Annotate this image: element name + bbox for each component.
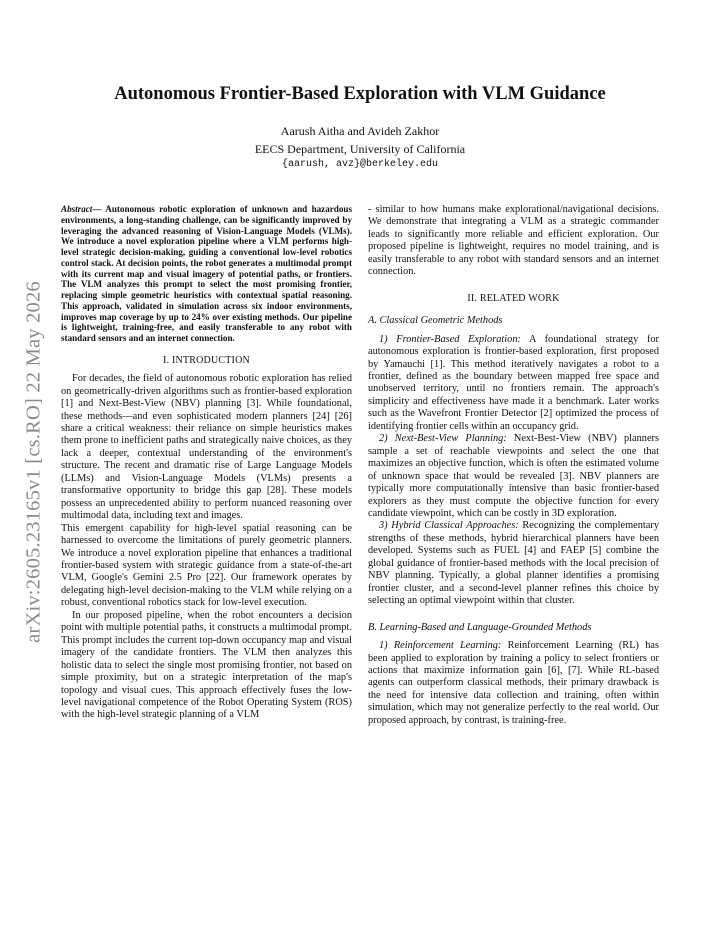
author-email: {aarush, avz}@berkeley.edu — [281, 159, 439, 170]
abstract-label: Abstract — [61, 204, 93, 214]
right-column — [368, 204, 659, 727]
intro-paragraph-3: In our proposed pipeline, when the robot encounters a decision point with multiple potential paths, it constructs a multimodal prompt. This prompt includes the current top-down occupancy map and visual imagery of the candidate frontiers. The VLM then analyzes this holistic data to select the single most promising frontier, not based on simple proximity, but on a strategic interpretation of the map's topology and visual cues. This approach effectively fuses the low-level navigational competence of the Robot Operating System (ROS) with the high-level strategic planning of a VLM — [61, 609, 352, 721]
intro-paragraph-1: For decades, the field of autonomous robotic exploration has relied on geometrically-driven algorithms such as frontier-based exploration [1] and Next-Best-View (NBV) planning [3]. While foundational, these methods—and even sophisticated modern planners [24] [26] share a critical weakness: their reliance on simple heuristics makes them prone to inefficient paths and strategically naive choices, as they lack a deeper, contextual understanding of the environment's structure. The recent and dramatic rise of Large Language Models (LLMs) and Vision-Language Models (VLMs) presents a transformative opportunity to bridge this gap [28]. These models possess an unprecedented ability to perform nuanced reasoning over multimodal data, including text and images. — [61, 373, 352, 522]
paragraph-heading: 1) Frontier-Based Exploration: — [379, 333, 521, 345]
related-paragraph-nbv: 2) Next-Best-View Planning: Next-Best-View (NBV) planners sample a set of reachable viewpoints and select the one that maximizes an objective function, which is often the estimated volume of unknown space that would be revealed [3]. NBV planners are typically more computationally intensive than basic frontier-based explorers as they must compute the objective function for every candidate viewpoint, which can be costly in 3D exploration. — [368, 433, 659, 519]
arxiv-stamp: arXiv:2605.23165v1 [cs.RO] 22 May 2026 — [22, 281, 45, 643]
subsection-heading-learning: B. Learning-Based and Language-Grounded Methods — [368, 621, 592, 633]
author-list: Aarush Aitha and Avideh Zakhor — [280, 124, 440, 138]
related-paragraph-frontier: 1) Frontier-Based Exploration: A foundational strategy for autonomous exploration is frontier-based exploration, first proposed by Yamauchi [1]. This method iteratively navigates a robot to a frontier, defined as the boundary between mapped free space and unobserved territory, until no frontiers remain. The approach's simplicity and effectiveness have made it a benchmark. Later works such as the Wavefront Frontier Detector [2] optimized the process of identifying frontier cells within an occupancy grid. — [368, 333, 659, 432]
affiliation: EECS Department, University of California — [254, 142, 466, 156]
abstract-text: — Autonomous robotic exploration of unknown and hazardous environments, a long-standing challenge, can be significantly improved by leveraging the advanced reasoning of Vision-Language Models (VLMs). We introduce a novel exploration pipeline where a VLM performs high-level strategic decision-making, guiding a conventional low-level robotics control stack. At decision points, the robot generates a multimodal prompt with its current map and visual imagery of potential paths, or frontiers. The VLM analyzes this prompt to select the most promising frontier, replacing simple geometric heuristics with contextual spatial reasoning. This approach, validated in simulation across six indoor environments, improves map coverage by up to 24% over existing methods. Our pipeline is lightweight, training-free, and easily transferable to any robot with standard sensors and an internet connection. — [61, 204, 352, 343]
abstract — [61, 204, 352, 344]
paragraph-heading: 2) Next-Best-View Planning: — [379, 433, 507, 445]
section-heading-introduction: I. INTRODUCTION — [163, 354, 250, 366]
intro-paragraph-4: - similar to how humans make explorational/navigational decisions. We demonstrate that integrating a VLM as a strategic commander leads to significantly more reliable and efficient exploration. Our proposed pipeline is lightweight, requires no model training, and is easily transferable to any robot with standard sensors and an internet connection. — [368, 204, 659, 278]
paragraph-heading: 3) Hybrid Classical Approaches: — [379, 520, 519, 532]
section-heading-related-work: II. RELATED WORK — [467, 292, 560, 304]
left-column — [61, 204, 352, 722]
paper-title: Autonomous Frontier-Based Exploration with VLM Guidance — [114, 84, 606, 104]
intro-paragraph-2: This emergent capability for high-level spatial reasoning can be harnessed to overcome the limitations of purely geometric planners. We introduce a novel exploration pipeline that enhances a traditional frontier-based system with strategic guidance from a state-of-the-art VLM, Google's Gemini 2.5 Pro [22]. Our framework operates by delegating high-level decision-making to the VLM while relying on a robust, conventional robotics stack for low-level execution. — [61, 522, 352, 609]
subsection-heading-classical: A. Classical Geometric Methods — [368, 315, 503, 327]
paragraph-heading: 1) Reinforcement Learning: — [379, 640, 502, 652]
related-paragraph-hybrid: 3) Hybrid Classical Approaches: Recognizing the complementary strengths of these methods, hybrid hierarchical planners have been developed. Systems such as FUEL [4] and FAEP [5] combine the global guidance of frontier-based methods with the local precision of NBV planning. Typically, a global planner identifies a promising frontier cluster, and a second-level planner refines this choice by selecting an optimal viewpoint within that cluster. — [368, 520, 660, 607]
related-paragraph-rl: 1) Reinforcement Learning: Reinforcement Learning (RL) has been applied to exploration by training a policy to select frontiers or actions that maximize information gain [6], [7]. While RL-based agents can outperform classical methods, their primary drawback is the need for intensive data collection and training, often within simulation, which may not generalize perfectly to the real world. Our proposed approach, by contrast, is training-free. — [368, 640, 659, 726]
